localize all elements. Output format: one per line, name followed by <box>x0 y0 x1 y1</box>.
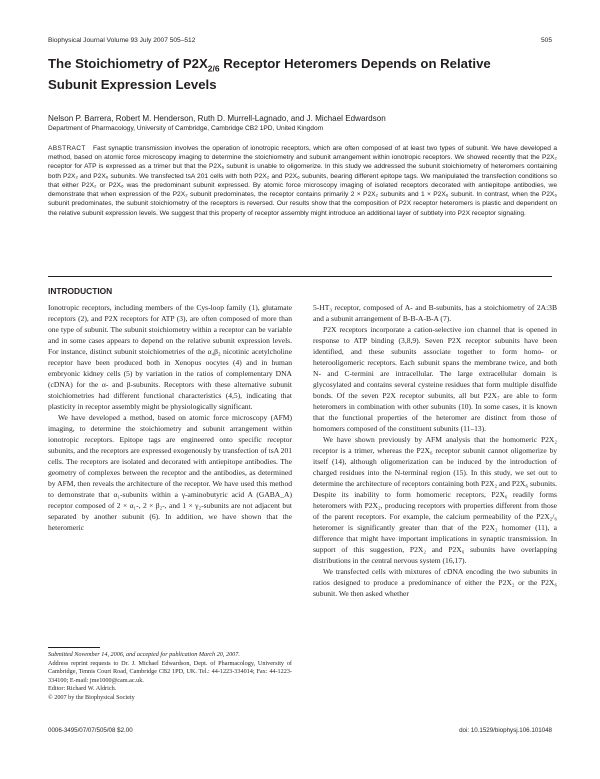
paragraph: We transfected cells with mixtures of cDNA encoding the two subunits in ratios designed to produce a predominance of either the P2X₂ or the P2X₆ subunit. We then asked whether <box>313 567 557 598</box>
abstract-text: Fast synaptic transmission involves the operation of ionotropic receptors, which are often composed of at least two types of subunit. We have developed a method, based on atomic force microscopy imaging to determine the stoichiometry and subunit arrangement within ionotropic receptors. We showed recently that the P2X₂ receptor for ATP is expressed as a trimer but that the P2X₆ subunit is unable to oligomerize. In this study we addressed the subunit stoichiometry of heteromers containing both P2X₂ and P2X₆ subunits. We transfected tsA 201 cells with both P2X₂ and P2X₆ subunits, bearing different epitope tags. We manipulated the transfection conditions so that either P2X₂ or P2X₆ was the predominant subunit expressed. By atomic force microscopy imaging of isolated receptors decorated with antiepitope antibodies, we demonstrate that when expression of the P2X₂ subunit predominates, the receptor contains primarily 2 × P2X₂ subunits and 1 × P2X₆ subunit. In contrast, when the P2X₆ subunit predominates, the subunit stoichiometry of the receptors is reversed. Our results show that the composition of P2X receptor heteromers is plastic and dependent on the relative subunit expression levels. We suggest that this property of receptor assembly might introduce an additional layer of subtlety into P2X receptor signaling. <box>48 145 558 217</box>
footnotes <box>48 651 292 702</box>
journal-citation: Biophysical Journal Volume 93 July 2007 505–512 <box>48 37 196 44</box>
title-line2: Subunit Expression Levels <box>48 76 217 92</box>
section-divider <box>48 276 552 277</box>
paragraph: Ionotropic receptors, including members of the Cys-loop family (1), glutamate receptors (2), and P2X receptors for ATP (3), are often composed of more than one type of subunit. The subunit stoichiometry within a receptor can be variable and in some cases appears to depend on the relative subunit expression levels. For instance, distinct subunit stoichiometries of the α₄β₂ nicotinic acetylcholine receptor have been produced both in Xenopus oocytes (4) and in human embryonic kidney cells (5) by variation in the ratios of complementary DNA (cDNA) for the α- and β-subunits. Receptors with these alternative subunit stoichiometries had different functional characteristics (4,5), indicating that plasticity in receptor assembly might be physiologically significant. <box>48 303 292 411</box>
paragraph: P2X receptors incorporate a cation-selective ion channel that is opened in response to ATP binding (3,8,9). Seven P2X receptor subunits have been identified, and these subunits associate together to form homo- or heterooligomeric receptors. Each subunit spans the membrane twice, and both N- and C-termini are intracellular. The large extracellular domain is glycosylated and contains several cysteine residues that form multiple disulfide bonds. Of the seven P2X receptor subunits, all but P2X₇ are able to form heteromers in combination with other subunits (10). In some cases, it is known that the functional properties of the heteromer are distinct from those of homomers composed of the constituent subunits (11–13). <box>313 325 557 433</box>
abstract <box>48 144 557 218</box>
right-column <box>313 302 557 599</box>
page-number: 505 <box>540 37 552 44</box>
paragraph: We have developed a method, based on atomic force microscopy (AFM) imaging, to determine the stoichiometry and subunit arrangement within ionotropic receptors. Epitope tags are engineered onto specific receptor subunits, and the receptors are expressed exogenously by transfection of tsA 201 cells. The receptors are isolated and decorated with antiepitope antibodies. The geometry of complexes between the receptor and the antibodies, as determined by AFM, then reveals the architecture of the receptor. We have used this method to demonstrate that α₁-subunits within a γ-aminobutyric acid A (GABA_A) receptor composed of 2 × α₁-, 2 × β₂-, and 1 × γ₂-subunits are not adjacent but separated by another subunit (6). In addition, we have shown that the heteromeric <box>48 413 292 532</box>
title-part: Receptor Heteromers Depends on Relative <box>219 56 491 71</box>
left-column <box>48 302 292 533</box>
issn-price: 0006-3495/07/07/505/08 $2.00 <box>48 727 133 734</box>
article-title <box>48 56 558 92</box>
editor: Editor: Richard W. Aldrich. <box>48 685 117 692</box>
authors: Nelson P. Barrera, Robert M. Henderson, Ruth D. Murrell-Lagnado, and J. Michael Edwardson <box>48 114 386 123</box>
paragraph: We have shown previously by AFM analysis that the homomeric P2X₂ receptor is a trimer, whereas the P2X₆ receptor subunit cannot oligomerize by itself (14), although oligomerization can be induced by the introduction of charged residues into the N-terminal region (15). In this study, we set out to determine the architecture of receptors containing both P2X₂ and P2X₆ subunits. Despite its inability to form homomeric receptors, P2X₆ readily forms heteromers with P2X₂, producing receptors with properties different from those of the parent receptors. For example, the calcium permeability of the P2X₂/₆ heteromer is significantly greater than that of the P2X₂ homomer (11), a difference that might have important implications in synaptic transmission. In support of this suggestion, P2X₂ and P2X₆ subunits have overlapping distributions in the central nervous system (16,17). <box>313 435 557 565</box>
title-subscript: 2/6 <box>207 63 220 74</box>
footnote-divider <box>48 647 100 648</box>
affiliation: Department of Pharmacology, University of Cambridge, Cambridge CB2 1PD, United Kingdom <box>48 125 324 132</box>
title-part: The Stoichiometry of P2X <box>48 56 208 71</box>
doi: doi: 10.1529/biophysj.106.101048 <box>459 727 552 734</box>
copyright: © 2007 by the Biophysical Society <box>48 693 135 701</box>
running-header <box>48 37 552 47</box>
section-heading: INTRODUCTION <box>48 286 113 296</box>
reprint-address: Address reprint requests to Dr. J. Michael Edwardson, Dept. of Pharmacology, University of Cambridge, Tennis Court Road, Cambridge CB2 1PD, UK. Tel.: 44-1223-334014; Fax: 44-1223-334100; E-mail: jme1000@cam.ac.uk. <box>48 659 292 684</box>
submission-dates: Submitted November 14, 2006, and accepted for publication March 20, 2007. <box>48 651 240 658</box>
paragraph: 5-HT₃ receptor, composed of A- and B-subunits, has a stoichiometry of 2A:3B and a subunit arrangement of B-B-A-B-A (7). <box>313 303 557 323</box>
abstract-label: ABSTRACT <box>48 145 86 152</box>
